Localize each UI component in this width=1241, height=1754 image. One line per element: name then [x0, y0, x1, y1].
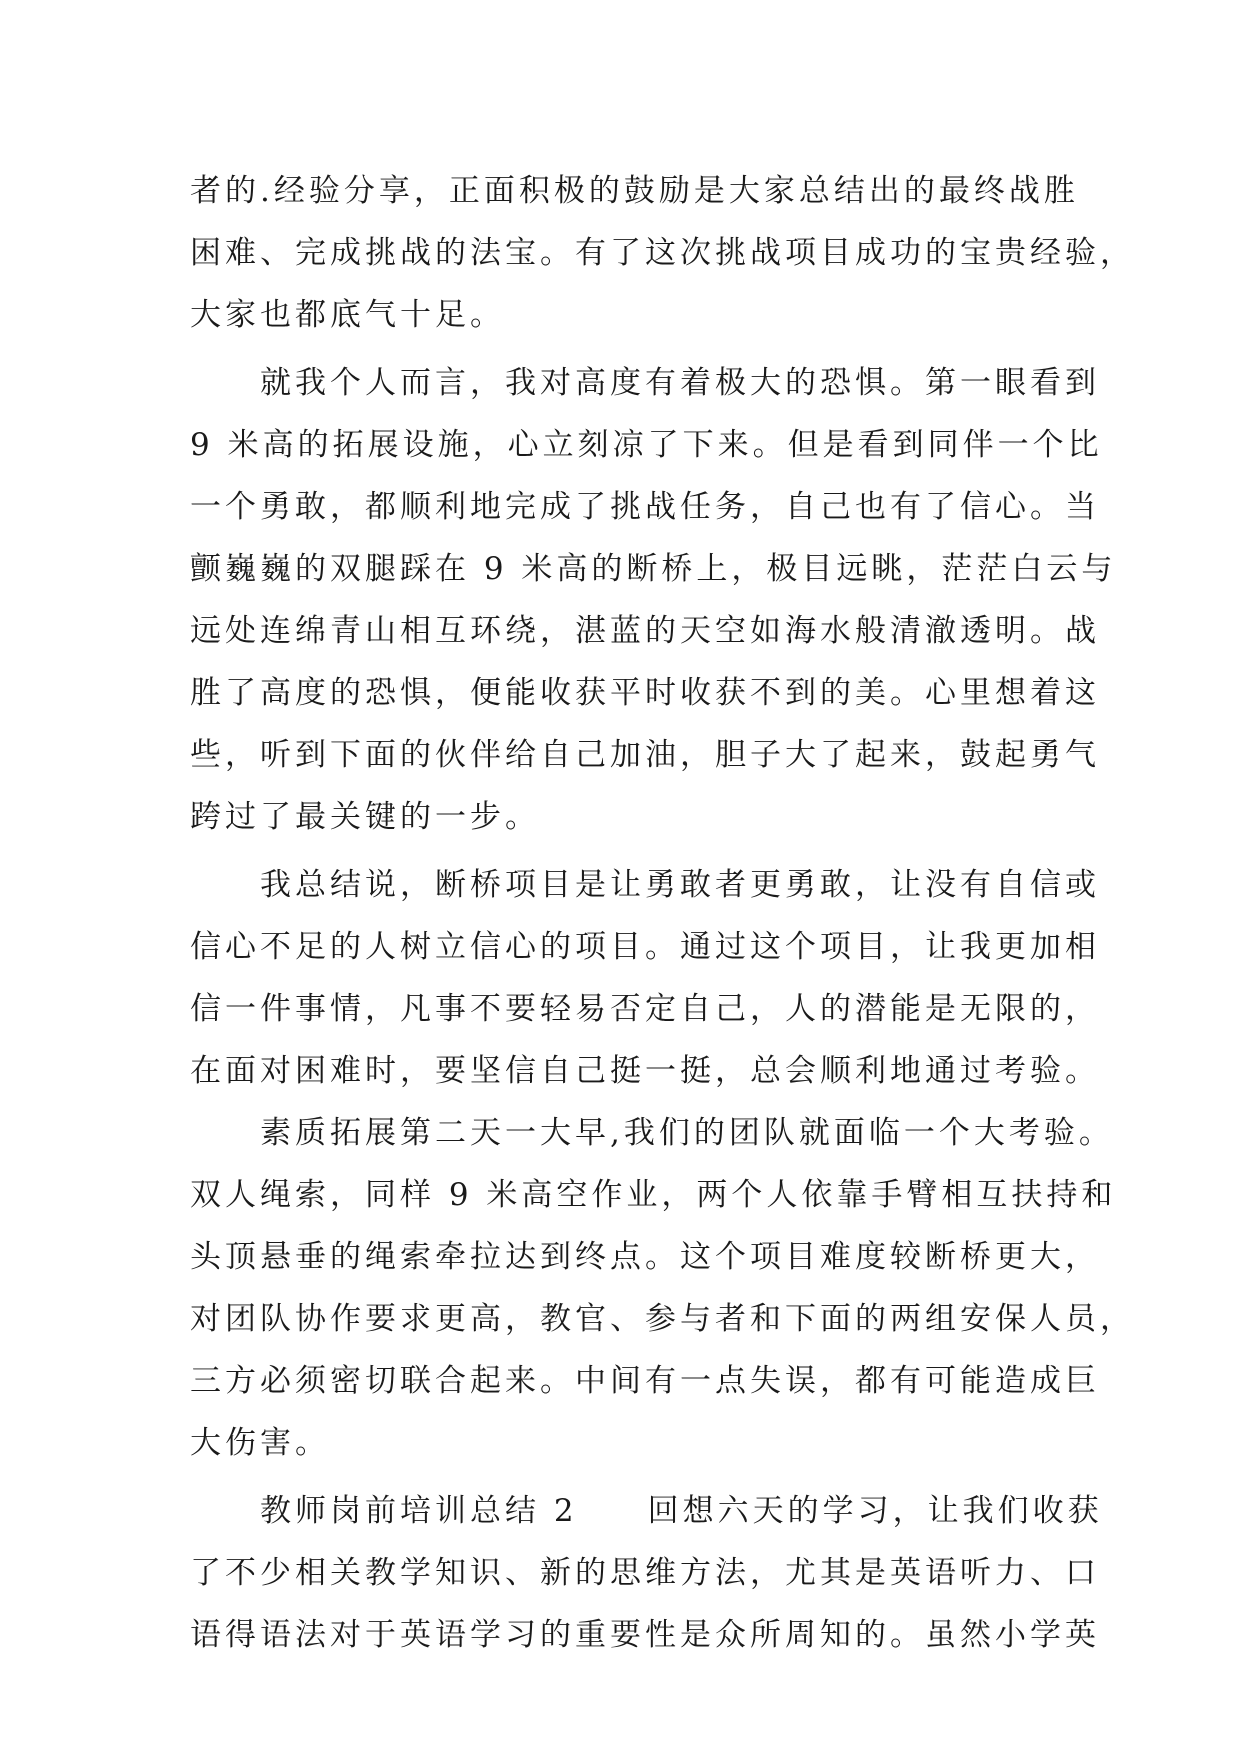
text-line: 素质拓展第二天一大早,我们的团队就面临一个大考验。	[260, 1115, 1114, 1151]
document-body	[190, 160, 1135, 1666]
text-line: 语得语法对于英语学习的重要性是众所周知的。虽然小学英	[190, 1617, 1100, 1653]
text-line: 9 米高的拓展设施，心立刻凉了下来。但是看到同伴一个比	[190, 427, 1103, 463]
paragraph-2	[190, 352, 1117, 848]
text-line: 大家也都底气十足。	[190, 297, 505, 333]
text-line: 困难、完成挑战的法宝。有了这次挑战项目成功的宝贵经验，	[190, 235, 1135, 271]
text-line: 就我个人而言，我对高度有着极大的恐惧。第一眼看到	[260, 365, 1100, 401]
text-line: 教师岗前培训总结 2 回想六天的学习，让我们收获	[260, 1493, 1103, 1529]
paragraph-1	[190, 160, 1135, 346]
paragraph-4	[190, 1102, 1135, 1474]
text-line: 者的.经验分享，正面积极的鼓励是大家总结出的最终战胜	[190, 173, 1079, 209]
text-line: 胜了高度的恐惧，便能收获平时收获不到的美。心里想着这	[190, 675, 1100, 711]
text-line: 颤巍巍的双腿踩在 9 米高的断桥上，极目远眺，茫茫白云与	[190, 551, 1117, 587]
text-line: 对团队协作要求更高，教官、参与者和下面的两组安保人员，	[190, 1301, 1135, 1337]
text-line: 三方必须密切联合起来。中间有一点失误，都有可能造成巨	[190, 1363, 1100, 1399]
text-line: 双人绳索，同样 9 米高空作业，两个人依靠手臂相互扶持和	[190, 1177, 1117, 1213]
text-line: 一个勇敢，都顺利地完成了挑战任务，自己也有了信心。当	[190, 489, 1100, 525]
text-line: 我总结说，断桥项目是让勇敢者更勇敢，让没有自信或	[260, 867, 1100, 903]
text-line: 了不少相关教学知识、新的思维方法，尤其是英语听力、口	[190, 1555, 1100, 1591]
text-line: 跨过了最关键的一步。	[190, 799, 540, 835]
text-line: 头顶悬垂的绳索牵拉达到终点。这个项目难度较断桥更大，	[190, 1239, 1100, 1275]
text-line: 信心不足的人树立信心的项目。通过这个项目，让我更加相	[190, 929, 1100, 965]
text-line: 信一件事情，凡事不要轻易否定自己，人的潜能是无限的，	[190, 991, 1100, 1027]
paragraph-3	[190, 854, 1100, 1102]
text-line: 大伤害。	[190, 1425, 330, 1461]
text-line: 远处连绵青山相互环绕，湛蓝的天空如海水般清澈透明。战	[190, 613, 1100, 649]
text-line: 些，听到下面的伙伴给自己加油，胆子大了起来，鼓起勇气	[190, 737, 1100, 773]
text-line: 在面对困难时，要坚信自己挺一挺，总会顺利地通过考验。	[190, 1053, 1100, 1089]
paragraph-5	[190, 1480, 1103, 1666]
